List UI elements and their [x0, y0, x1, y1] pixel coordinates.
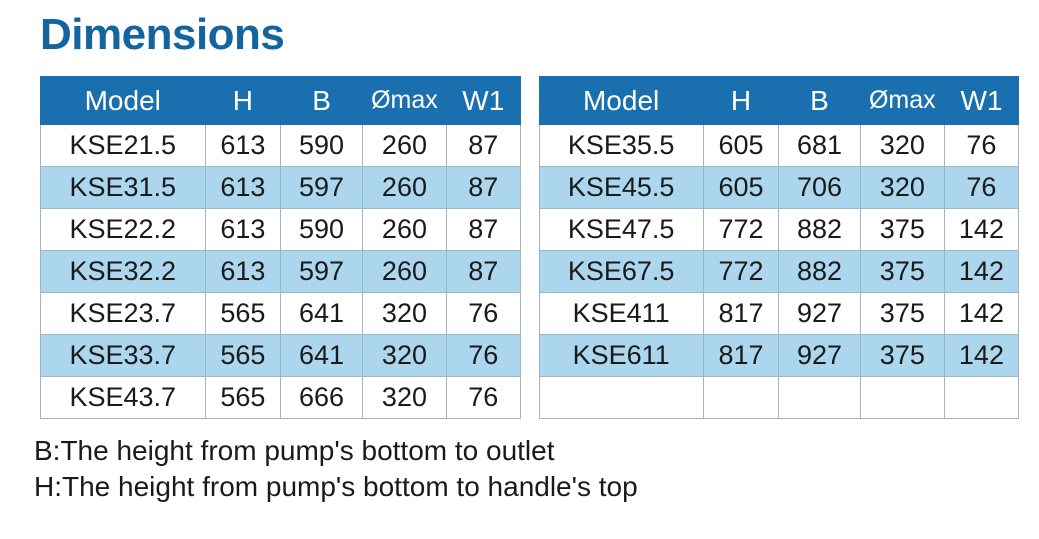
cell-h: 613: [205, 125, 281, 167]
cell-w1: 142: [944, 209, 1018, 251]
cell-w1: 76: [944, 167, 1018, 209]
cell-h: 565: [205, 293, 281, 335]
cell-h: 817: [703, 293, 779, 335]
table-row: [539, 209, 1019, 251]
cell-dmax: 375: [860, 251, 944, 293]
cell-dmax: 260: [362, 125, 446, 167]
table-row: [41, 293, 521, 335]
cell-dmax: 260: [362, 167, 446, 209]
column-header-dmax: Ømax: [860, 77, 944, 125]
cell-model: KSE31.5: [41, 167, 206, 209]
notes-block: [34, 433, 1019, 505]
cell-w1: 142: [944, 335, 1018, 377]
cell-dmax: 320: [362, 293, 446, 335]
cell-model: KSE23.7: [41, 293, 206, 335]
cell-dmax: [860, 377, 944, 419]
table-row: [41, 209, 521, 251]
dimensions-table-left: [40, 76, 521, 419]
cell-dmax: 320: [362, 335, 446, 377]
cell-b: 927: [779, 293, 861, 335]
cell-dmax: 375: [860, 335, 944, 377]
cell-b: 927: [779, 335, 861, 377]
dimensions-tables: [40, 76, 1019, 419]
cell-b: 597: [281, 167, 363, 209]
table-row: [41, 167, 521, 209]
cell-model: KSE32.2: [41, 251, 206, 293]
table-header-row: [41, 77, 521, 125]
cell-dmax: 260: [362, 251, 446, 293]
table-row: [539, 125, 1019, 167]
cell-model: KSE67.5: [539, 251, 703, 293]
column-header-w1: W1: [447, 77, 520, 125]
cell-model: KSE411: [539, 293, 703, 335]
cell-model: KSE611: [539, 335, 703, 377]
column-header-w1: W1: [944, 77, 1018, 125]
cell-dmax: 320: [860, 125, 944, 167]
column-header-b: B: [281, 77, 363, 125]
cell-model: KSE45.5: [539, 167, 703, 209]
cell-h: 613: [205, 167, 281, 209]
cell-h: 817: [703, 335, 779, 377]
table-row: [41, 125, 521, 167]
cell-w1: 87: [447, 125, 520, 167]
table-row: [539, 293, 1019, 335]
cell-b: 882: [779, 209, 861, 251]
cell-dmax: 260: [362, 209, 446, 251]
cell-h: [703, 377, 779, 419]
table-row: [539, 167, 1019, 209]
column-header-b: B: [779, 77, 861, 125]
cell-h: 605: [703, 125, 779, 167]
table-row: [41, 335, 521, 377]
note-b: B:The height from pump's bottom to outlet: [34, 435, 555, 467]
cell-w1: 76: [447, 377, 520, 419]
cell-dmax: 320: [362, 377, 446, 419]
cell-w1: 142: [944, 293, 1018, 335]
column-header-h: H: [205, 77, 281, 125]
note-h: H:The height from pump's bottom to handle's top: [34, 471, 638, 503]
cell-b: 681: [779, 125, 861, 167]
table-row: [539, 335, 1019, 377]
cell-b: 641: [281, 293, 363, 335]
table-row-empty: [539, 377, 1019, 419]
cell-h: 613: [205, 251, 281, 293]
column-header-model: Model: [539, 77, 703, 125]
column-header-h: H: [703, 77, 779, 125]
cell-model: KSE35.5: [539, 125, 703, 167]
cell-model: KSE21.5: [41, 125, 206, 167]
cell-model: [539, 377, 703, 419]
cell-w1: [944, 377, 1018, 419]
cell-b: 882: [779, 251, 861, 293]
table-row: [41, 377, 521, 419]
cell-b: 641: [281, 335, 363, 377]
cell-h: 772: [703, 209, 779, 251]
cell-w1: 142: [944, 251, 1018, 293]
cell-w1: 76: [447, 335, 520, 377]
cell-h: 565: [205, 335, 281, 377]
cell-b: 706: [779, 167, 861, 209]
table-header-row: [539, 77, 1019, 125]
dimensions-table-right: [539, 76, 1020, 419]
table-row: [539, 251, 1019, 293]
cell-h: 613: [205, 209, 281, 251]
cell-model: KSE33.7: [41, 335, 206, 377]
cell-dmax: 320: [860, 167, 944, 209]
cell-model: KSE22.2: [41, 209, 206, 251]
column-header-model: Model: [41, 77, 206, 125]
table-row: [41, 251, 521, 293]
cell-h: 605: [703, 167, 779, 209]
cell-b: [779, 377, 861, 419]
cell-dmax: 375: [860, 209, 944, 251]
column-header-dmax: Ømax: [362, 77, 446, 125]
page-title: Dimensions: [40, 10, 285, 59]
cell-b: 590: [281, 125, 363, 167]
cell-model: KSE43.7: [41, 377, 206, 419]
cell-h: 565: [205, 377, 281, 419]
cell-dmax: 375: [860, 293, 944, 335]
cell-h: 772: [703, 251, 779, 293]
cell-b: 666: [281, 377, 363, 419]
cell-w1: 87: [447, 167, 520, 209]
cell-w1: 76: [447, 293, 520, 335]
cell-model: KSE47.5: [539, 209, 703, 251]
cell-b: 590: [281, 209, 363, 251]
cell-b: 597: [281, 251, 363, 293]
cell-w1: 76: [944, 125, 1018, 167]
cell-w1: 87: [447, 251, 520, 293]
cell-w1: 87: [447, 209, 520, 251]
